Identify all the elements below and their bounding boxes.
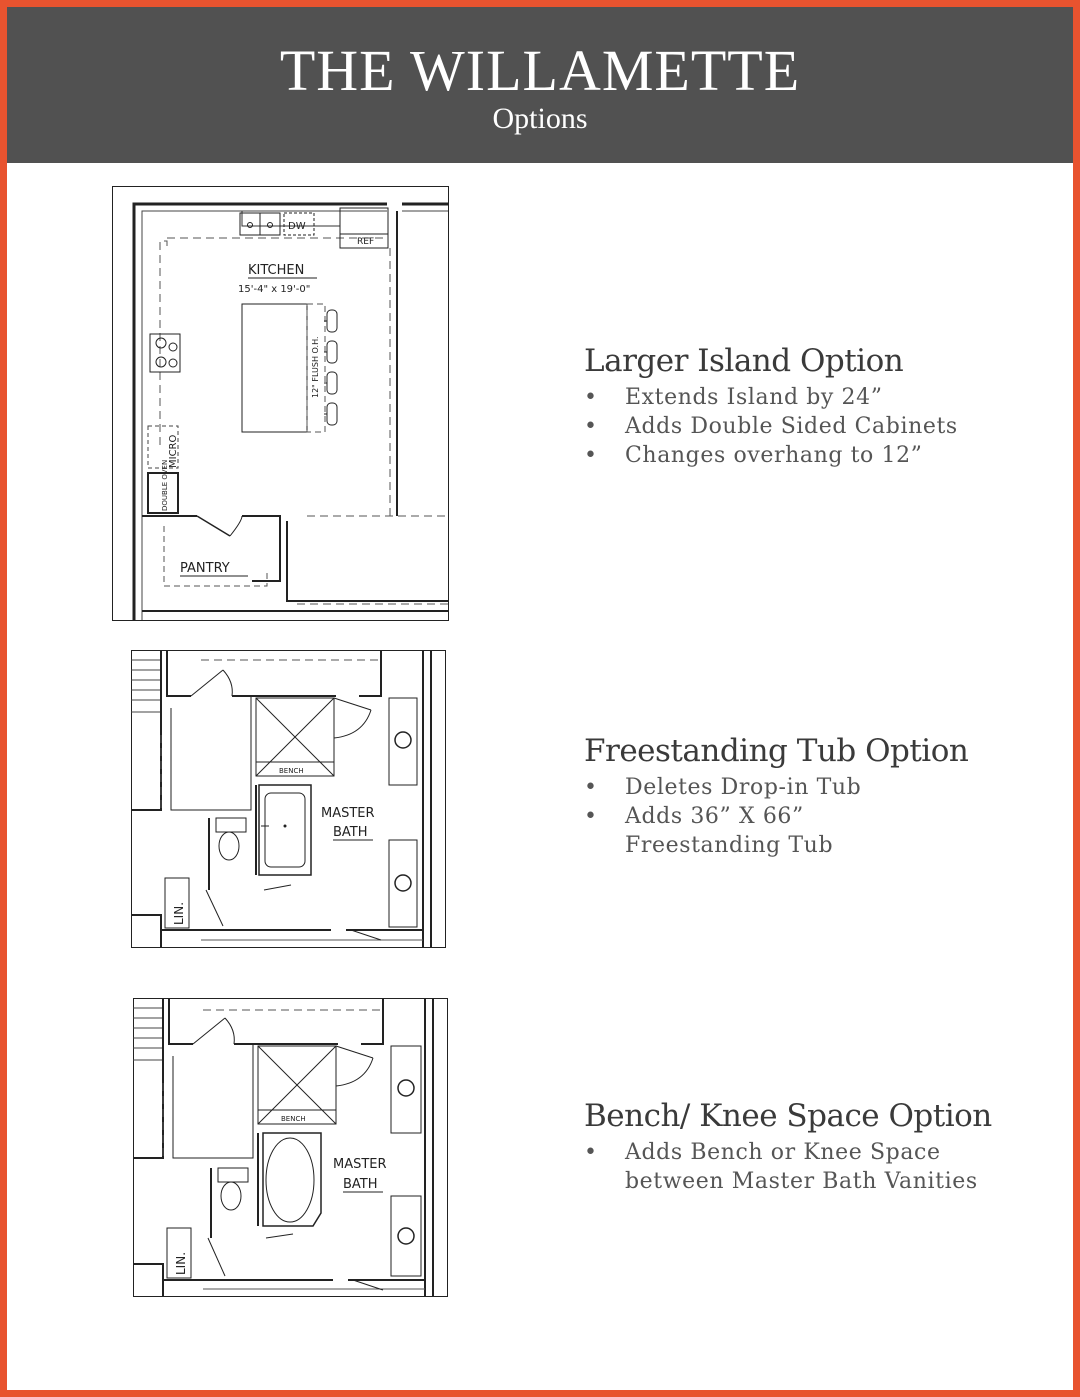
master-bath-label-line1: MASTER bbox=[333, 1157, 387, 1172]
option-item: • Adds Double Sided Cabinets bbox=[584, 414, 958, 439]
bullet-icon: • bbox=[584, 443, 598, 468]
master-bath-label-line2: BATH bbox=[333, 825, 368, 840]
bench-label: BENCH bbox=[281, 1115, 306, 1123]
micro-label: MICRO bbox=[168, 434, 179, 468]
option-title: Bench/ Knee Space Option bbox=[584, 1098, 992, 1134]
pantry-label: PANTRY bbox=[180, 561, 230, 576]
option-item: • Adds Bench or Knee Space between Master Bath Vanities bbox=[584, 1140, 978, 1194]
master-bath-label-line2: BATH bbox=[343, 1177, 378, 1192]
option-item: • Deletes Drop-in Tub bbox=[584, 775, 862, 800]
kitchen-floor-plan bbox=[112, 186, 449, 621]
option-title: Freestanding Tub Option bbox=[584, 733, 969, 769]
kitchen-dims: 15'-4" x 19'-0" bbox=[238, 284, 311, 295]
option-title: Larger Island Option bbox=[584, 343, 904, 379]
freestanding-tub-floor-plan bbox=[131, 650, 446, 948]
master-bath-label-line1: MASTER bbox=[321, 806, 375, 821]
option-larger-island bbox=[584, 343, 1035, 470]
bullet-icon: • bbox=[584, 385, 598, 410]
oven-label: DOUBLE OVEN bbox=[161, 459, 169, 511]
dw-label: DW bbox=[288, 221, 306, 232]
page-frame bbox=[7, 7, 1073, 1390]
ref-label: REF bbox=[357, 237, 375, 247]
linen-label: LIN. bbox=[174, 1251, 188, 1275]
option-item: • Adds 36” X 66” Freestanding Tub bbox=[584, 804, 834, 858]
header-banner bbox=[7, 7, 1073, 163]
bullet-icon: • bbox=[584, 804, 598, 829]
page-title: THE WILLAMETTE bbox=[279, 38, 801, 103]
kitchen-label: KITCHEN bbox=[248, 263, 305, 278]
bench-knee-space-floor-plan bbox=[133, 998, 448, 1297]
option-item: • Extends Island by 24” bbox=[584, 385, 883, 410]
bullet-icon: • bbox=[584, 775, 598, 800]
option-freestanding-tub bbox=[584, 733, 1035, 860]
bullet-icon: • bbox=[584, 414, 598, 439]
bench-label: BENCH bbox=[279, 767, 304, 775]
page-subtitle: Options bbox=[492, 102, 588, 135]
linen-label: LIN. bbox=[172, 901, 186, 925]
bullet-icon: • bbox=[584, 1140, 598, 1165]
option-bench-knee-space bbox=[584, 1098, 1035, 1196]
option-item: • Changes overhang to 12” bbox=[584, 443, 923, 468]
island-overhang-note: 12" FLUSH O.H. bbox=[311, 336, 320, 398]
